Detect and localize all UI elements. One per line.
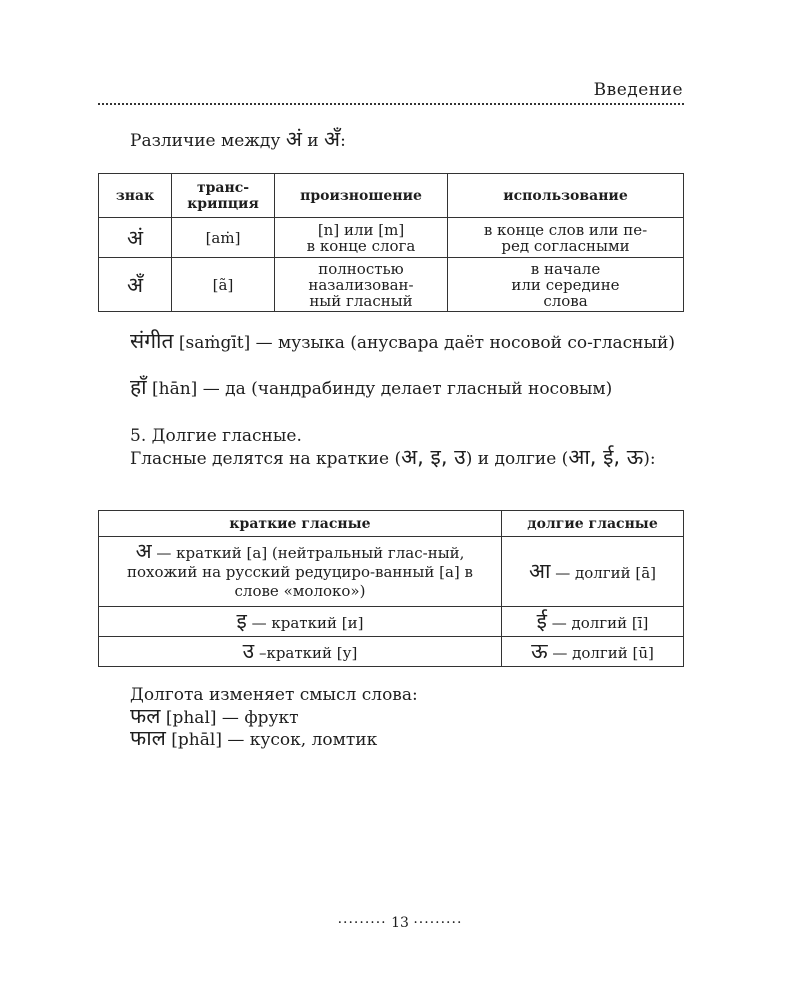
length-example xyxy=(98,727,684,751)
section-text-b: ) и долгие ( xyxy=(465,449,569,469)
cell-short xyxy=(99,607,502,637)
table2-row xyxy=(99,607,684,637)
section-text-a: Гласные делятся на краткие ( xyxy=(130,449,402,469)
cell-long xyxy=(502,607,684,637)
page-number: 13 xyxy=(391,915,409,931)
cell-long xyxy=(502,637,684,667)
header-short: краткие гласные xyxy=(99,511,502,537)
example-text: [hān] — да (чандрабинду делает гласный носовым) xyxy=(146,379,613,399)
anusvara-sign: अं xyxy=(285,127,302,151)
header-divider xyxy=(98,103,684,105)
example-word: हाँ xyxy=(130,375,147,399)
short-text: — краткий [а] (нейтральный глас-ный, похожий на русский редуциро-ванный [а] в слове «молоко») xyxy=(127,544,473,600)
cell-transcription: [ã] xyxy=(172,258,275,312)
length-word: फाल xyxy=(130,726,166,750)
short-sign: इ xyxy=(236,608,247,633)
short-sign: अ xyxy=(135,539,152,563)
cell-transcription: [aṁ] xyxy=(172,218,275,258)
cell-sign: अं xyxy=(99,218,172,258)
length-title: Долгота изменяет смысл слова: xyxy=(130,685,418,705)
cell-pronunciation: [n] или [m] в конце слога xyxy=(275,218,448,258)
table2-header-row xyxy=(99,511,684,537)
footer-dots-left: ········· xyxy=(337,915,387,931)
cell-usage: в начале или середине слова xyxy=(448,258,684,312)
nasal-comparison-table xyxy=(98,173,684,312)
cell-long xyxy=(502,537,684,607)
table1-row xyxy=(99,258,684,312)
example-sangit xyxy=(98,330,684,354)
header-sign: знак xyxy=(99,174,172,218)
long-sign: आ xyxy=(528,558,551,583)
length-word: फल xyxy=(130,704,161,728)
short-sign: उ xyxy=(242,638,255,663)
header-pronunciation: произношение xyxy=(275,174,448,218)
intro-colon: : xyxy=(340,131,346,151)
long-text: — долгий [ā] xyxy=(550,563,657,582)
intro-and: и xyxy=(307,131,319,151)
running-header: Введение xyxy=(593,80,683,100)
long-text: — долгий [ī] xyxy=(546,613,649,632)
long-sign: ई xyxy=(536,608,547,633)
header-usage: использование xyxy=(448,174,684,218)
example-haan xyxy=(98,376,684,400)
cell-sign: अँ xyxy=(99,258,172,312)
length-example xyxy=(98,705,684,729)
long-text: — долгий [ū] xyxy=(547,643,654,662)
short-text: –краткий [у] xyxy=(254,643,358,662)
chandrabindu-sign: अँ xyxy=(324,127,341,151)
table1-header-row xyxy=(99,174,684,218)
length-text: [phāl] — кусок, ломтик xyxy=(165,730,378,750)
table2-row xyxy=(99,637,684,667)
cell-pronunciation: полностью назализован- ный гласный xyxy=(275,258,448,312)
section-text xyxy=(98,446,684,470)
section-text-c: ): xyxy=(643,449,656,469)
short-vowels: अ, इ, उ xyxy=(401,445,466,469)
header-long: долгие гласные xyxy=(502,511,684,537)
header-transcription: транс- крипция xyxy=(172,174,275,218)
short-text: — краткий [и] xyxy=(246,613,364,632)
example-word: संगीत xyxy=(130,329,174,353)
cell-short xyxy=(99,537,502,607)
page-footer xyxy=(0,915,800,931)
cell-short xyxy=(99,637,502,667)
section-title: 5. Долгие гласные. xyxy=(130,426,302,446)
length-text: [phal] — фрукт xyxy=(160,708,299,728)
long-vowels: आ, ई, ऊ xyxy=(568,445,644,469)
table1-row xyxy=(99,218,684,258)
footer-dots-right: ········· xyxy=(413,915,463,931)
long-sign: ऊ xyxy=(531,638,548,663)
vowel-length-table xyxy=(98,510,684,667)
table2-row xyxy=(99,537,684,607)
intro-line xyxy=(98,128,684,152)
example-text: [saṁgīt] — музыка (анусвара даёт носовой со-гласный) xyxy=(173,333,676,353)
cell-usage: в конце слов или пе- ред согласными xyxy=(448,218,684,258)
intro-text: Различие между xyxy=(130,131,281,151)
